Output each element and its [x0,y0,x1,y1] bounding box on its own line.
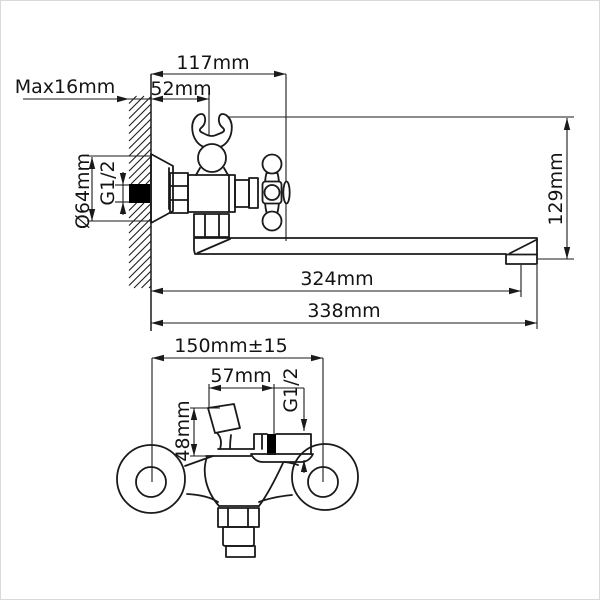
wall-hatch-lower [129,203,151,288]
dim-max16mm-label: Max16mm [14,76,116,98]
shower-holder-cradle [192,114,232,147]
outlet-hex-nut [218,508,259,527]
dim-324mm-label: 324mm [300,268,374,290]
dim-150mm-label: 150mm±15 [174,335,288,357]
side-view [15,52,574,331]
dim-338mm-label: 338mm [307,300,381,322]
supply-connector [267,434,276,455]
spout-right-chamfer [510,240,538,254]
handle-bottom-ball [263,212,282,231]
dim-64mm-diameter-label: Ø64mm [72,152,94,230]
spout [194,238,537,264]
spout-left-chamfer [198,239,231,253]
outlet-lip [226,546,255,557]
front-view-labels [172,335,302,462]
front-view [117,335,358,557]
handle-top-ball [263,155,282,174]
handle-neck [235,180,249,207]
mixer-body [188,175,235,212]
faucet-technical-drawing [1,1,600,601]
dim-thread-g12-front-label: G1/2 [280,367,302,413]
dim-52mm-label: 52mm [150,78,212,100]
dim-thread-g12-label: G1/2 [97,160,119,206]
left-inlet [136,467,166,497]
dim-117mm-label: 117mm [176,52,250,74]
dim-57mm-label: 57mm [210,365,272,387]
dim-48mm-label: 48mm [172,400,194,462]
left-arm [185,456,218,502]
front-view-faucet [117,404,358,557]
side-view-faucet [151,114,537,264]
supply-elbow [254,434,311,454]
outlet-body [223,527,254,546]
handle-end-cap [283,182,289,204]
holder-ball [198,144,226,172]
supply-pipe-section [129,184,150,203]
wall-section [129,74,151,331]
dim-129mm-label: 129mm [545,152,567,226]
spout-nut [194,214,229,237]
side-view-labels [15,52,567,322]
wall-hatch-upper [129,96,151,184]
handle-collar [249,178,258,208]
